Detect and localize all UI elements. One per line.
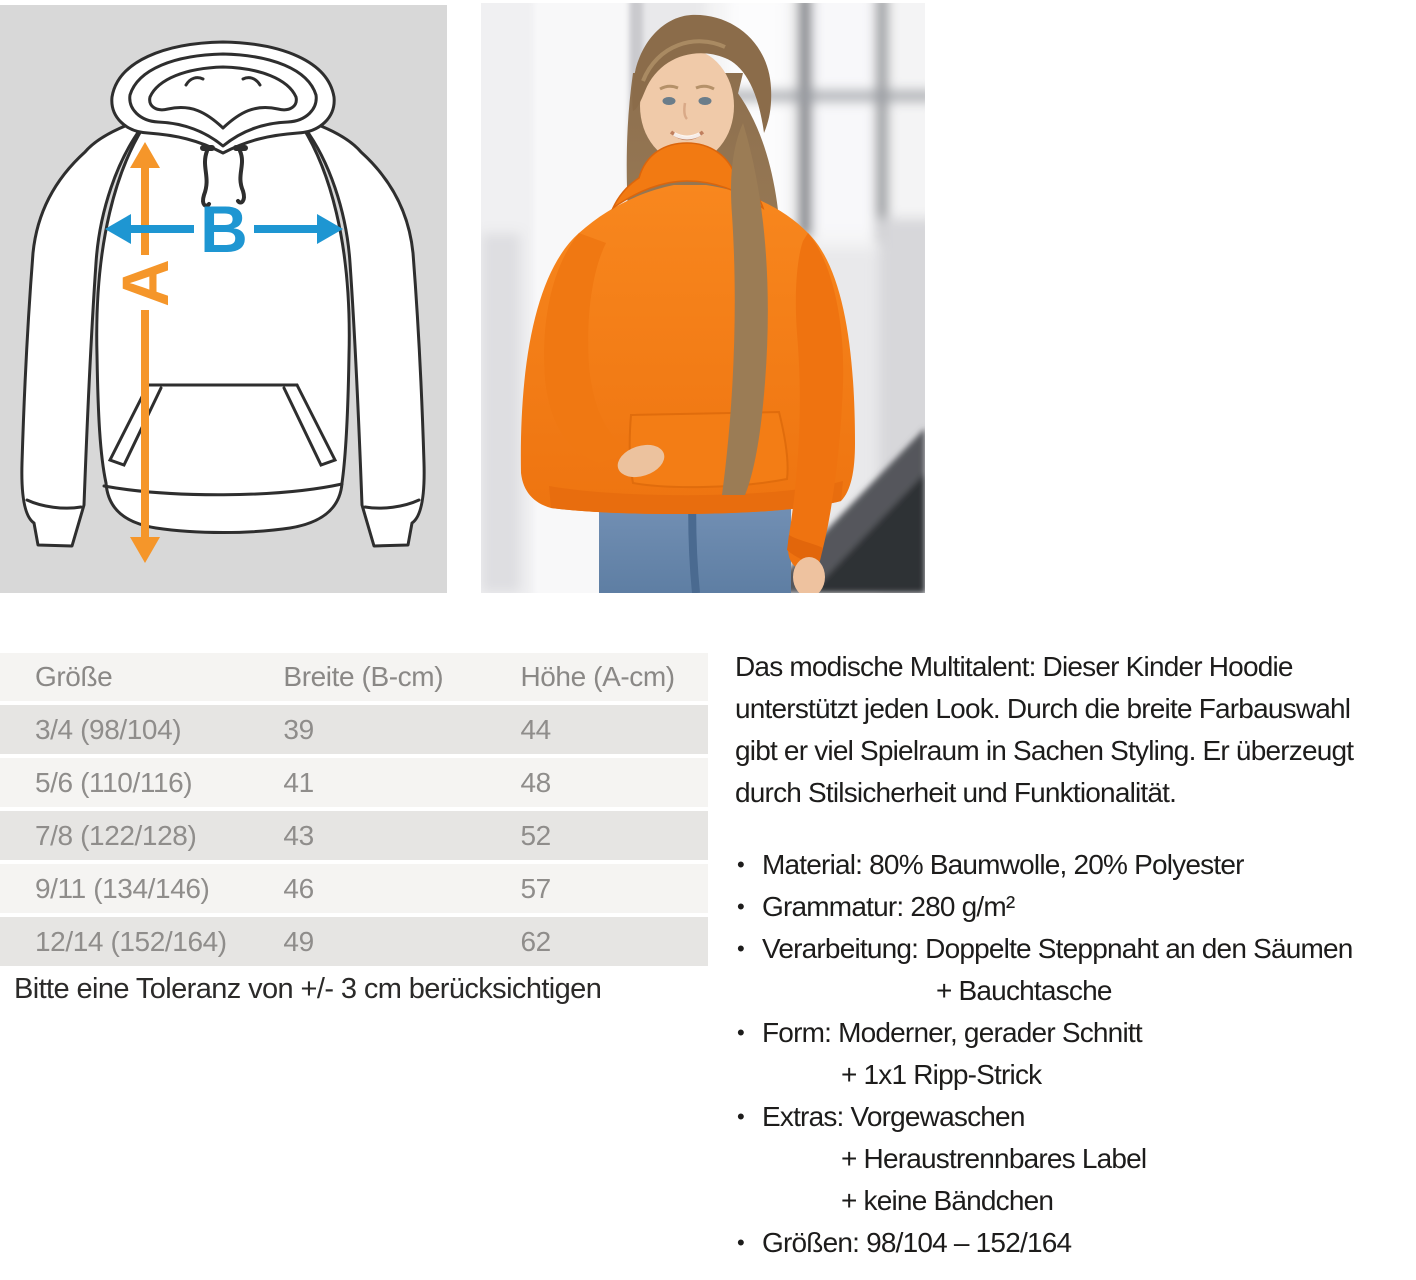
size-diagram-panel — [0, 5, 447, 593]
size-table-cell: 46 — [282, 864, 519, 913]
size-table-row — [0, 917, 708, 966]
tolerance-note: Bitte eine Toleranz von +/- 3 cm berücksichtigen — [14, 973, 602, 1005]
window-mullion — [799, 3, 811, 238]
size-table-cell: 7/8 (122/128) — [0, 811, 282, 860]
arrow-a-head-bottom — [130, 537, 160, 563]
feature-item — [735, 928, 1416, 1012]
description-intro — [735, 646, 1416, 814]
size-table-cell: 49 — [282, 917, 519, 966]
size-table — [0, 649, 708, 970]
window-pane — [811, 3, 873, 233]
column-header-breite: Breite (B-cm) — [282, 653, 519, 701]
size-table-cell: 52 — [519, 811, 708, 860]
photo-illustration — [481, 3, 925, 593]
size-table-header-row — [0, 653, 708, 701]
size-table-body — [0, 705, 708, 966]
column-header-groesse: Größe — [0, 653, 282, 701]
size-table-cell: 12/14 (152/164) — [0, 917, 282, 966]
eye-left — [663, 97, 676, 105]
feature-sub-item: + keine Bändchen — [841, 1185, 1054, 1216]
feature-list — [735, 844, 1416, 1264]
measure-label-b: B — [200, 192, 248, 266]
column-header-hoehe: Höhe (A-cm) — [519, 653, 708, 701]
size-table-cell: 62 — [519, 917, 708, 966]
feature-item-text: • Verarbeitung: Doppelte Steppnaht an den Säumen — [762, 928, 1416, 970]
hoodie-torso — [97, 110, 350, 532]
window-mullion — [877, 3, 887, 243]
feature-item — [735, 1222, 1416, 1264]
size-table-cell: 41 — [282, 758, 519, 807]
feature-item — [735, 1012, 1416, 1096]
size-table-cell: 3/4 (98/104) — [0, 705, 282, 754]
size-table-cell: 9/11 (134/146) — [0, 864, 282, 913]
feature-sub-item: + 1x1 Ripp-Strick — [841, 1059, 1042, 1090]
size-table-cell: 39 — [282, 705, 519, 754]
feature-item-text: • Material: 80% Baumwolle, 20% Polyester — [762, 844, 1416, 886]
measure-label-a: A — [108, 259, 182, 307]
size-table-cell: 48 — [519, 758, 708, 807]
product-description — [735, 646, 1416, 1264]
size-table-row — [0, 811, 708, 860]
feature-item-text: • Extras: Vorgewaschen — [762, 1096, 1416, 1138]
size-table-cell: 44 — [519, 705, 708, 754]
size-table-section — [0, 649, 708, 1005]
feature-sub-item: + Heraustrennbares Label — [841, 1143, 1147, 1174]
feature-item — [735, 1096, 1416, 1222]
description-intro-line: durch Stilsicherheit und Funktionalität. — [735, 777, 1177, 808]
hoodie-measurement-diagram — [0, 5, 447, 593]
size-table-row — [0, 864, 708, 913]
size-table-cell: 57 — [519, 864, 708, 913]
feature-item-text: • Form: Moderner, gerader Schnitt — [762, 1012, 1416, 1054]
feature-item — [735, 886, 1416, 928]
product-photo — [481, 3, 925, 593]
size-table-row — [0, 705, 708, 754]
feature-item — [735, 844, 1416, 886]
feature-sub-item: + Bauchtasche — [936, 975, 1112, 1006]
description-intro-line: gibt er viel Spielraum in Sachen Styling. Er überzeugt — [735, 735, 1354, 766]
feature-item-text: • Grammatur: 280 g/m² — [762, 886, 1416, 928]
size-table-cell: 43 — [282, 811, 519, 860]
description-intro-line: Das modische Multitalent: Dieser Kinder Hoodie — [735, 651, 1293, 682]
size-table-cell: 5/6 (110/116) — [0, 758, 282, 807]
feature-item-text: • Größen: 98/104 – 152/164 — [762, 1222, 1416, 1264]
description-intro-line: unterstützt jeden Look. Durch die breite Farbauswahl — [735, 693, 1351, 724]
size-table-row — [0, 758, 708, 807]
eye-right — [699, 97, 712, 105]
